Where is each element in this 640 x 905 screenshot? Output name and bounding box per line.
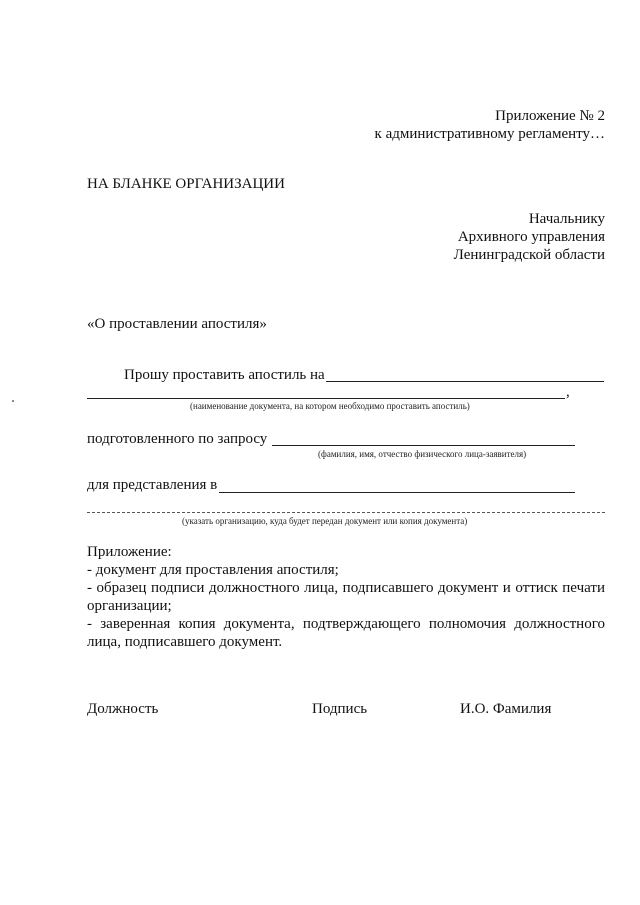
signature-sign: Подпись <box>312 701 368 717</box>
addressee-department: Архивного управления <box>457 229 605 245</box>
addressee-region: Ленинградской области <box>453 247 605 263</box>
scan-mark <box>12 400 14 402</box>
signature-name: И.О. Фамилия <box>460 701 552 717</box>
addressee-title: Начальнику <box>528 211 605 227</box>
appendix-number: Приложение № 2 <box>495 108 605 124</box>
document-name-hint: (наименование документа, на котором необходимо проставить апостиль) <box>190 401 470 411</box>
prepared-text: подготовленного по запросу <box>87 431 268 447</box>
attachments-title: Приложение: <box>87 544 172 560</box>
comma: , <box>566 384 570 400</box>
document-name-field[interactable] <box>326 381 604 382</box>
subject-line: «О проставлении апостиля» <box>87 316 267 332</box>
organization-field[interactable] <box>219 492 575 493</box>
presentation-text: для представления в <box>87 477 218 493</box>
attachment-item: - заверенная копия документа, подтверждающего полномочия должностного лица, подписавшего документ. <box>87 616 605 650</box>
letterhead-placeholder: НА БЛАНКЕ ОРГАНИЗАЦИИ <box>87 176 285 192</box>
organization-hint: (указать организацию, куда будет передан документ или копия документа) <box>182 516 468 526</box>
applicant-name-field[interactable] <box>272 445 575 446</box>
request-text: Прошу проставить апостиль на <box>124 367 325 383</box>
attachment-item: - образец подписи должностного лица, подписавшего документ и оттиск печати организации; <box>87 580 605 614</box>
applicant-name-hint: (фамилия, имя, отчество физического лица-заявителя) <box>318 449 527 459</box>
attachment-item: - документ для проставления апостиля; <box>87 562 339 578</box>
signature-position: Должность <box>87 701 159 717</box>
reglament-reference: к административному регламенту… <box>374 126 605 142</box>
document-name-field-continued[interactable] <box>87 398 565 399</box>
organization-field-continued[interactable] <box>87 512 605 513</box>
